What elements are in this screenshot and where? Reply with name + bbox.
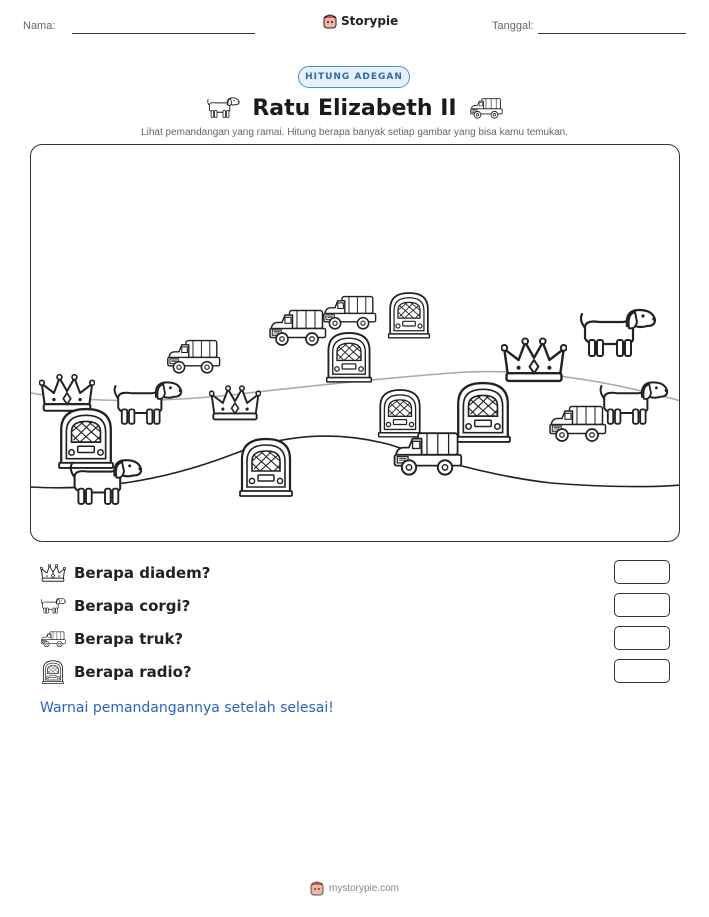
question-row-radio — [40, 658, 670, 686]
radio-icon — [389, 293, 430, 338]
footer-url[interactable]: mystorypie.com — [328, 882, 399, 894]
answer-box-truck[interactable] — [614, 626, 670, 650]
truck-icon — [40, 627, 66, 651]
radio-icon — [40, 660, 66, 684]
brand-name: Storypie — [341, 14, 399, 28]
radio-icon — [240, 439, 292, 496]
crown-icon — [39, 375, 94, 411]
question-text: Berapa diadem? — [74, 564, 211, 582]
truck-icon — [270, 311, 326, 346]
truck-icon — [168, 341, 220, 373]
crown-icon — [501, 338, 566, 380]
footer — [0, 880, 709, 896]
answer-box-radio[interactable] — [614, 659, 670, 683]
radio-icon — [379, 390, 422, 437]
question-text: Berapa radio? — [74, 663, 192, 681]
radio-icon — [59, 409, 113, 468]
question-row-dog — [40, 592, 670, 620]
storypie-mascot-icon — [323, 13, 337, 29]
answer-box-crown[interactable] — [614, 560, 670, 584]
question-row-truck — [40, 625, 670, 653]
coloring-note: Warnai pemandangannya setelah selesai! — [40, 700, 334, 716]
instructions: Lihat pemandangan yang ramai. Hitung berapa banyak setiap gambar yang bisa kamu temukan. — [141, 127, 568, 138]
dog-icon — [206, 96, 240, 120]
activity-badge: HITUNG ADEGAN — [298, 66, 410, 88]
answer-box-dog[interactable] — [614, 593, 670, 617]
truck-icon — [324, 297, 376, 329]
scene-illustration — [31, 145, 680, 542]
name-label: Nama: — [23, 20, 56, 32]
crown-icon — [209, 386, 260, 419]
title-row — [0, 93, 709, 123]
page-title: Ratu Elizabeth II — [252, 95, 457, 121]
dog-icon — [40, 594, 66, 618]
counting-scene — [30, 144, 680, 542]
dog-icon — [115, 382, 182, 423]
name-line[interactable] — [72, 33, 255, 34]
question-row-crown — [40, 559, 670, 587]
radio-icon — [456, 383, 510, 442]
dog-icon — [581, 310, 656, 356]
storypie-mascot-icon — [310, 880, 324, 896]
question-text: Berapa truk? — [74, 630, 184, 648]
truck-icon — [469, 96, 503, 120]
truck-icon — [550, 407, 606, 442]
crown-icon — [40, 561, 66, 585]
truck-icon — [395, 433, 462, 474]
question-text: Berapa corgi? — [74, 597, 191, 615]
brand-logo — [323, 13, 398, 29]
radio-icon — [327, 333, 372, 382]
date-line[interactable] — [538, 33, 686, 34]
date-label: Tanggal: — [492, 20, 534, 32]
